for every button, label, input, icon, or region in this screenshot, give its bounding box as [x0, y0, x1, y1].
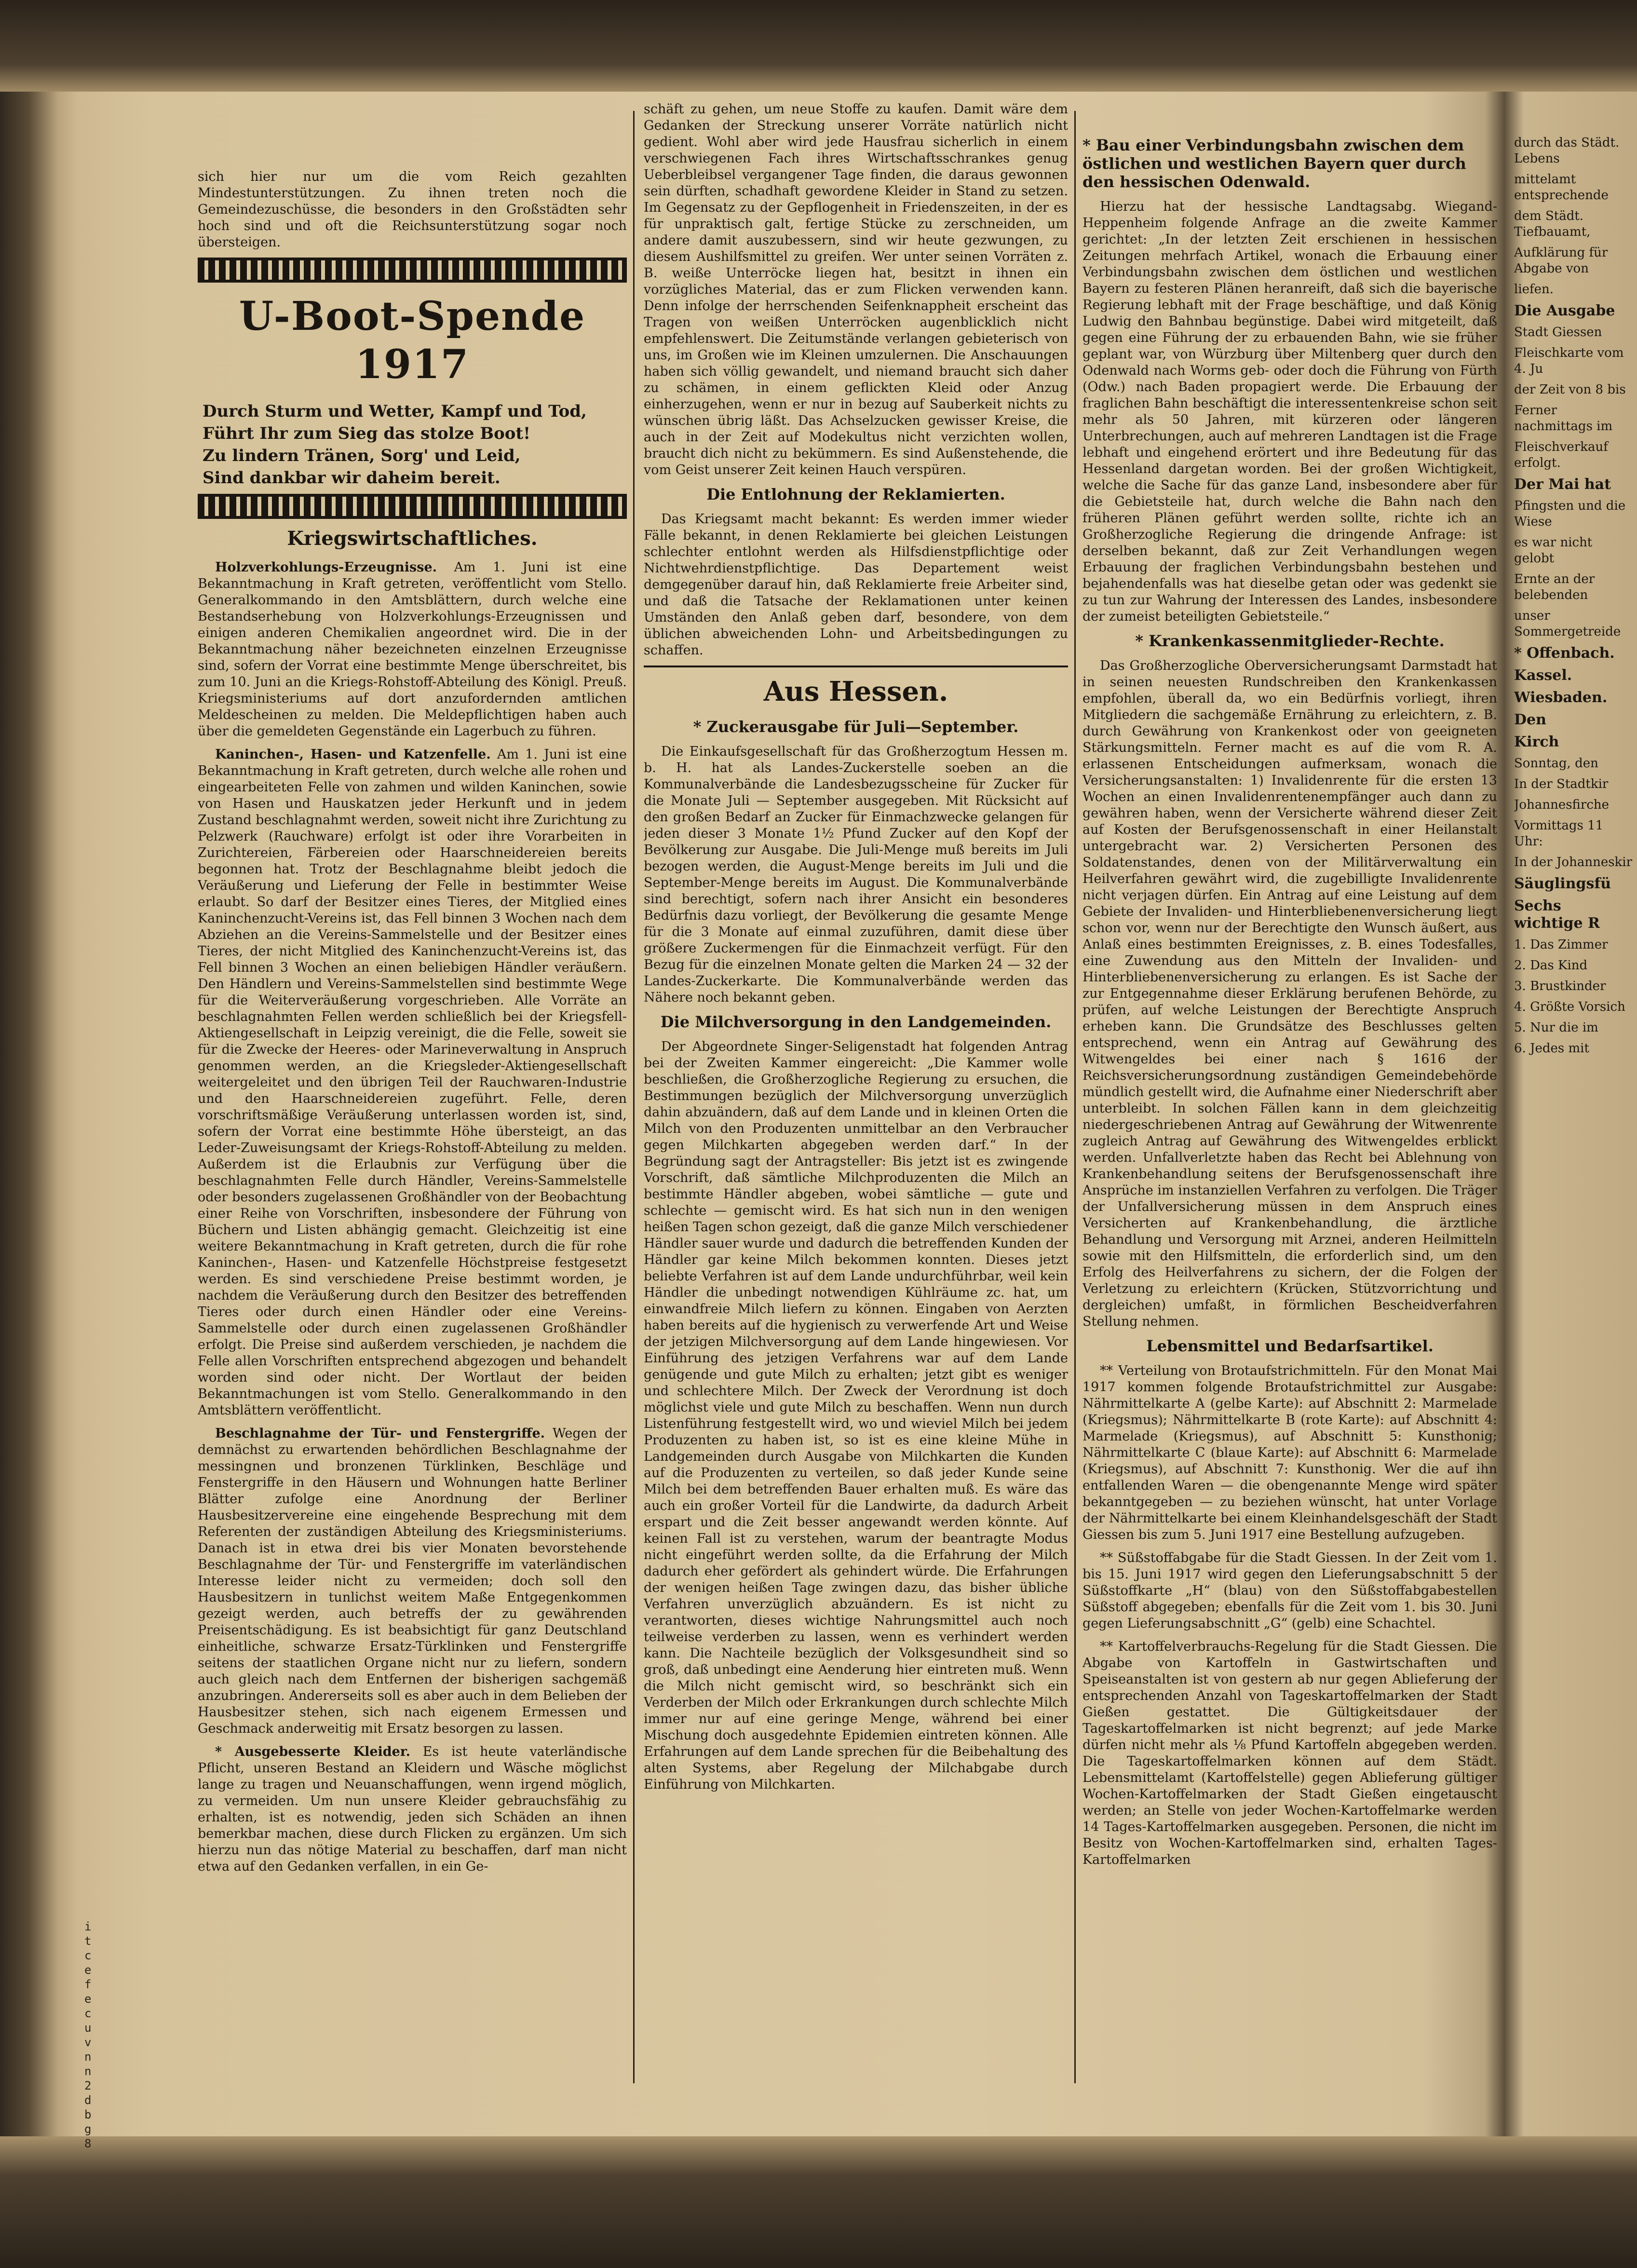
intro-paragraph: sich hier nur um die vom Reich gezahlten Mindestunterstützungen. Zu ihnen treten noch die Gemeindezuschüsse, die besonders in den Großstädten sehr hoch sind und oft die Reichsunterstützung sogar noch übersteigen.: [198, 169, 627, 250]
edge-line: Johannesfirche: [1514, 798, 1610, 812]
article-paragraph: Die Einkaufsgesellschaft für das Großherzogtum Hessen m. b. H. hat als Landes-Zuckerstelle soeben an die Kommunalverbände die Landesbezugsscheine für Zucker für die Monate Juli — September ausgegeben. Mit Rücksicht auf den großen Bedarf an Zucker für Einmachzwecke gelangen für jeden dieser 3 Monate 1½ Pfund Zucker auf den Kopf der Bevölkerung zur Ausgabe. Die Juli-Menge muß bereits im Juli bezogen werden, die August-Menge bereits im Juli und die September-Menge bereits im August. Die Kommunalverbände sind berechtigt, sofern nach ihrer Ansicht ein besonderes Bedürfnis dazu vorliegt, der Bevölkerung die gesamte Menge für die 3 Monate auf einmal zuzuführen, damit diese über größere Zuckermengen für die Einmachzeit verfügt. Für den Bezug für die einzelnen Monate gelten die Marken 24 — 32 der Landes-Zuckerkarte. Die Kommunalverbände werden das Nähere noch bekannt geben.: [644, 744, 1068, 1005]
edge-line: Die Ausgabe: [1514, 302, 1615, 319]
edge-line: 4. Größte Vorsich: [1514, 1000, 1625, 1014]
ornament-divider: [198, 494, 627, 519]
edge-line: der Zeit von 8 bis: [1514, 382, 1626, 397]
ornament-divider: [198, 258, 627, 283]
article-text: Am 1. Juni ist eine Bekanntmachung in Kraft getreten, veröffentlicht vom Stello. Generalkommando in den Amtsblättern, durch welche eine Bestandserhebung von Holzverkohlungs-Erzeugnissen und einigen anderen Chemikalien angeordnet wird. Die in der Bekanntmachung näher bezeichneten einzelnen Erzeugnisse sind, sofern der Vorrat eine bestimmte Menge überschreitet, bis zum 10. Juni an die Kriegs-Rohstoff-Abteilung des Königl. Preuß. Kriegsministeriums auf dort anzufordernden amtlichen Meldescheinen zu melden. Die Meldepflichtigen haben auch über die gemeldeten Gegenstände ein Lagerbuch zu führen.: [198, 560, 627, 739]
margin-strip: i t c e f e c u v n n 2 d b g 8: [84, 1920, 92, 2150]
article-paragraph: Das Kriegsamt macht bekannt: Es werden immer wieder Fälle bekannt, in denen Reklamierte bei gleichen Leistungen schlechter entlohnt werden als Hilfsdienstpflichtige oder Nichtwehrdienstpflichtige. Das Departement weist demgegenüber darauf hin, daß Reklamierte freie Arbeiter sind, und daß die Tatsache der Reklamationen unter keinen Umständen den Anlaß geben darf, besondere, von dem üblichen abweichenden Lohn- und Arbeitsbedingungen zu schaffen.: [644, 512, 1068, 658]
edge-line: Vormittags 11 Uhr:: [1514, 818, 1604, 849]
edge-line: In der Stadtkir: [1514, 777, 1609, 791]
edge-line: Den: [1514, 711, 1546, 728]
edge-line: Ferner nachmittags im: [1514, 403, 1613, 434]
edge-line: Aufklärung für Abgabe von: [1514, 245, 1608, 276]
article-paragraph: schäft zu gehen, um neue Stoffe zu kaufen. Damit wäre dem Gedanken der Streckung unserer Vorräte natürlich nicht gedient. Wohl aber wird jede Hausfrau sicherlich in einem verschwiegenen Fach ihres Wirtschaftsschrankes genug Ueberbleibsel vergangener Tage finden, die daraus gewonnen sein dürften, schadhaft gewordene Kleider in Stand zu setzen. Im Gegensatz zu der Gepflogenheit in Friedenszeiten, in der es für unpraktisch galt, fertige Stücke zu zerschneiden, um andere damit auszubessern, sind wir heute gezwungen, zu diesem Aushilfsmittel zu greifen. Wer unter seinen Vorräten z. B. weiße Unterröcke liegen hat, besitzt in ihnen ein vorzügliches Material, das er zum Flicken verwenden kann. Denn infolge der herrschenden Seifenknappheit erscheint das Tragen von weißen Unterröcken augenblicklich nicht empfehlenswert. Die Zeitumstände verlangen gebieterisch von uns, im Großen wie im Kleinen umzulernen. Die Anschauungen haben sich völlig gewandelt, und niemand braucht sich daher zu schämen, in einem geflickten Kleid oder Anzug einherzugehen, wenn er nur in bezug auf Sauberkeit nichts zu wünschen übrig läßt. Das Achselzucken gewisser Kreise, die auch in der Zeit auf Modekultus nicht verzichten wollen, braucht dich nicht zu bekümmern. Es sind Außenstehende, die vom Geist unserer Zeit keinen Hauch verspüren.: [644, 102, 1068, 477]
article-lead: Kaninchen-, Hasen- und Katzenfelle.: [215, 747, 491, 762]
edge-line: es war nicht gelobt: [1514, 535, 1593, 566]
article-text: Es ist heute vaterländische Pflicht, unseren Bestand an Kleidern und Wäsche möglichst lange zu tragen und Neuanschaffungen, wenn irgend möglich, zu vermeiden. Um nun unsere Kleider gebrauchsfähig zu erhalten, ist es notwendig, jeden sich Schäden an ihnen bemerkbar machen, diese durch Flicken zu ergänzen. Um sich hierzu nun das nötige Material zu beschaffen, darf man nicht etwa auf den Gedanken verfallen, in ein Ge-: [198, 1744, 627, 1874]
edge-line: mittelamt entsprechende: [1514, 172, 1609, 203]
edge-line: In der Johanneskir: [1514, 855, 1633, 869]
scan-top-edge: [0, 0, 1637, 92]
edge-line: 3. Brustkinder: [1514, 979, 1606, 993]
article-paragraph: ** Kartoffelverbrauchs-Regelung für die Stadt Giessen. Die Abgabe von Kartoffeln in Gastwirtschaften und Speiseanstalten ist von gestern ab nur gegen Ablieferung der entsprechenden Anzahl von Tageskartoffelmarken der Stadt Gießen gestattet. Die Gültigkeitsdauer der Tageskartoffelmarken ist nicht begrenzt; auf jede Marke dürfen nicht mehr als ⅛ Pfund Kartoffeln abgegeben werden. Die Tageskartoffelmarken können auf dem Städt. Lebensmittelamt (Kartoffelstelle) gegen Ablieferung gültiger Wochen-Kartoffelmarken der Stadt Gießen eingetauscht werden; an Stelle von jeder Wochen-Kartoffelmarke werden 14 Tages-Kartoffelmarken ausgegeben. Personen, die nicht im Besitz von Wochen-Kartoffelmarken sind, erhalten Tages-Kartoffelmarken: [1082, 1639, 1497, 1867]
edge-line: Fleischkarte vom 4. Ju: [1514, 346, 1624, 376]
article-lead: * Ausgebesserte Kleider.: [215, 1744, 410, 1759]
edge-line: dem Städt. Tiefbauamt,: [1514, 209, 1591, 239]
edge-line: 2. Das Kind: [1514, 958, 1588, 973]
article-text: Wegen der demnächst zu erwartenden behördlichen Beschlagnahme der messingnen und bronzenen Türklinken, Beschläge und Fenstergriffe in den Häusern und Wohnungen hatte Berliner Blätter zufolge eine Anordnung der Berliner Hausbesitzervereine eine eingehende Besprechung mit dem Referenten der zuständigen Abteilung des Kriegsministeriums. Danach ist in etwa drei bis vier Monaten bevorstehende Beschlagnahme der Tür- und Fenstergriffe im vaterländischen Interesse leider nicht zu vermeiden; doch soll den Hausbesitzern in tunlichst weitem Maße Entgegenkommen gezeigt werden, auch betreffs der zu gewährenden Preisentschädigung. Es ist beabsichtigt für ganz Deutschland einheitliche, schwarze Ersatz-Türklinken und Fenstergriffe seitens der staatlichen Organe nicht nur zu liefern, sondern auch gleich nach dem Entfernen der bisherigen sachgemäß anzubringen. Andererseits soll es aber auch in dem Belieben der Hausbesitzer stehen, sich nach eigenem Ermessen und Geschmack anderweitig mit Ersatz besorgen zu lassen.: [198, 1426, 627, 1736]
edge-line: liefen.: [1514, 282, 1554, 297]
edge-line: * Offenbach.: [1514, 645, 1615, 662]
article-paragraph: [198, 559, 627, 740]
article-paragraph: [198, 1426, 627, 1737]
section-title-hessen: Aus Hessen.: [763, 676, 948, 707]
edge-line: Wiesbaden.: [1514, 689, 1608, 706]
poem-line: Zu lindern Tränen, Sorg' und Leid,: [203, 446, 521, 465]
column-rule: [633, 111, 635, 2083]
headline-bahn: * Bau einer Verbindungsbahn zwischen dem östlichen und westlichen Bayern quer durch den hessischen Odenwald.: [1082, 136, 1466, 191]
section-title-kriegswirtschaft: Kriegswirtschaftliches.: [287, 527, 538, 550]
article-paragraph: ** Verteilung von Brotaufstrichmitteln. Für den Monat Mai 1917 kommen folgende Brotaufstrichmittel zur Ausgabe: Nährmittelkarte A (gelbe Karte): auf Abschnitt 2: Marmelade (Kriegsmus); Nährmittelkarte B (rote Karte): auf Abschnitt 4: Marmelade (Kriegsmus), auf Abschnitt 5: Kunsthonig; Nährmittelkarte C (blaue Karte): auf Abschnitt 6: Marmelade (Kriegsmus), auf Abschnitt 7: Kunsthonig. Wer die auf ihn entfallenden Waren — die obengenannte Menge wird später bekanntgegeben — zu beziehen wünscht, hat unter Vorlage der Nährmittelkarte bei einem Kleinhandelsgeschäft der Stadt Giessen bis zum 5. Juni 1917 eine Bestellung aufzugeben.: [1082, 1363, 1497, 1542]
edge-line: 5. Nur die im: [1514, 1020, 1598, 1035]
column-rule: [1074, 111, 1076, 2083]
edge-line: 6. Jedes mit: [1514, 1041, 1589, 1056]
edge-line: Stadt Giessen: [1514, 325, 1602, 340]
article-paragraph: [198, 747, 627, 1419]
edge-line: Säuglingsfü: [1514, 875, 1611, 892]
headline-kranken: * Krankenkassenmitglieder-Rechte.: [1135, 632, 1445, 650]
section-rule: [644, 665, 1068, 667]
edge-line: Der Mai hat: [1514, 476, 1611, 493]
edge-line: durch das Städt. Lebens: [1514, 136, 1620, 166]
scan-bottom-edge: [0, 2136, 1637, 2268]
headline-milch: Die Milchversorgung in den Landgemeinden.: [660, 1013, 1052, 1031]
edge-line: Sechs wichtige R: [1514, 897, 1600, 932]
edge-line: Kassel.: [1514, 667, 1572, 684]
article-paragraph: Der Abgeordnete Singer-Seligenstadt hat folgenden Antrag bei der Zweiten Kammer eingereicht: „Die Kammer wolle beschließen, die Großherzogliche Regierung zu ersuchen, die Bestimmungen bezüglich der Milchversorgung unverzüglich dahin abzuändern, daß auf dem Lande und in kleinen Orten die Milch von den Produzenten unmittelbar an den Verbraucher gegen Milchkarten abgegeben werden darf.“ In der Begründung sagt der Antragsteller: Bis jetzt ist es zwingende Vorschrift, daß sämtliche Milchproduzenten die Milch an bestimmte Händler abgeben, wobei sämtliche — gute und schlechte — gemischt wird. Es hat sich nun in den wenigen heißen Tagen schon gezeigt, daß die ganze Milch verschiedener Händler sauer wurde und dadurch die betreffenden Kunden der Händler gar keine Milch bekommen konnten. Dieses jetzt beliebte Verfahren ist auf dem Lande undurchführbar, weil kein Händler die unbedingt notwendigen Kühlräume zc. hat, um einwandfreie Milch liefern zu können. Eingaben von Aerzten haben bereits auf die hygienisch zu verwerfende Art und Weise der jetzigen Milchversorgung auf dem Lande hingewiesen. Vor Einführung des jetzigen Verfahrens war auf dem Lande genügende und gute Milch zu erhalten; jetzt gibt es weniger und schlechtere Milch. Der Zweck der Verordnung ist doch möglichst viele und gute Milch zu beschaffen. Wenn nun durch Listenführung festgestellt wird, wo und wieviel Milch bei jedem Produzenten zu haben ist, so ist es eine kleine Mühe in Landgemeinden durch Ausgabe von Milchkarten die Kunden auf die Produzenten zu verteilen, so daß jeder Kunde seine Milch bei dem betreffenden Bauer erhalten muß. Es wäre das auch ein großer Vorteil für die Landwirte, da dadurch Arbeit erspart und die Zeit besser angewandt werden könnte. Auf keinen Fall ist zu verstehen, warum der beantragte Modus nicht eingeführt werden sollte, da die Erfahrung der Milch dadurch eher gefördert als gehindert würde. Die Erfahrungen der wenigen heißen Tage zwingen dazu, das bisher übliche Verfahren unverzüglich abzuändern. Es ist nicht zu verantworten, dieses wichtige Nahrungsmittel auch noch teilweise verderben zu lassen, wenn es verhindert werden kann. Die Nachteile bezüglich der Volksgesundheit sind so groß, daß unbedingt eine Aenderung hier eintreten muß. Wenn die Milch nicht gemischt wird, so beschränkt sich ein Verderben der Milch oder Erkrankungen durch schlechte Milch immer nur auf eine geringe Menge, während bei einer Mischung doch ausgedehnte Epidemien eintreten können. Alle Erfahrungen auf dem Lande sprechen für die Beibehaltung des alten Systems, aber Regelung der Milchabgabe durch Einführung von Milchkarten.: [644, 1039, 1068, 1792]
edge-line: unser Sommergetreide: [1514, 609, 1621, 639]
uboot-poem: [203, 400, 627, 489]
column-2: [644, 101, 1068, 2083]
edge-line: Fleischverkauf erfolgt.: [1514, 440, 1608, 470]
article-lead: Beschlagnahme der Tür- und Fenstergriffe.: [215, 1426, 545, 1441]
poem-line: Sind dankbar wir daheim bereit.: [203, 468, 501, 488]
edge-line: Kirch: [1514, 733, 1559, 750]
article-paragraph: [198, 1744, 627, 1875]
edge-line: Sonntag, den: [1514, 756, 1598, 771]
uboot-title: U-Boot-Spende 1917: [239, 293, 586, 388]
article-paragraph: Das Großherzogliche Oberversicherungsamt Darmstadt hat in seinen neuesten Rundschreiben den Krankenkassen empfohlen, überall da, wo ein Bedürfnis vorliegt, ihren Mitgliedern die sachgemäße Ernährung zu erleichtern, z. B. durch Gewährung von Krankenkost oder von geeigneten Stärkungsmitteln. Ferner macht es auf die vom R. A. erlassenen Entscheidungen aufmerksam, wonach die Versicherungsanstalten: 1) Invalidenrente für die ersten 13 Wochen an einen Invalidenrentenempfänger auch dann zu gewähren haben, wenn der Versicherte während dieser Zeit auf Kosten der Berufsgenossenschaft in einer Heilanstalt untergebracht war. 2) Versicherten Personen des Soldatenstandes, denen von der Militärverwaltung ein Heilverfahren gewährt wird, die zugebilligte Invalidenrente nicht verjagen dürfen. Ein Antrag auf eine Leistung auf dem Gebiete der Invaliden- und Hinterbliebenenversicherung liegt schon vor, wenn nur der Berechtigte den Wunsch äußert, aus Anlaß eines bestimmten Ereignisses, z. B. eines Todesfalles, eine Zuwendung aus den Mitteln der Invaliden- und Hinterbliebenenversicherung zu erlangen. Es ist Sache der zur Entgegennahme dieser Erklärung berufenen Behörde, zu prüfen, auf welche Leistungen der Berechtigte Anspruch erheben kann. Die Grundsätze des Beschlusses gelten entsprechend, wenn ein Antrag auf Gewährung des Witwengeldes bei einer nach § 1616 der Reichsversicherungsordnung zuständigen Gemeindebehörde mündlich gestellt wird, die Aufnahme einer Niederschrift aber unterbleibt. In solchen Fällen kann in dem gleichzeitig niedergeschriebenen Antrag auf Gewährung der Witwenrente zugleich Antrag auf Gewährung des Witwengeldes erblickt werden. Unfallverletzte haben das Recht bei Ablehnung von Krankenbehandlung seitens der Berufsgenossenschaft ihre Ansprüche im instanziellen Verfahren zu verfolgen. Die Träger der Unfallversicherung müssen in dem Anspruch eines Versicherten auf Krankenbehandlung, die ärztliche Behandlung und Versorgung mit Arznei, anderen Heilmitteln sowie mit den Hilfsmitteln, die erforderlich sind, um den Erfolg des Heilverfahrens zu sichern, der die Folgen der Verletzung zu erleichtern (Krücken, Stützvorrichtung und dergleichen) umfaßt, in förmlichen Bescheidverfahren Stellung nehmen.: [1082, 658, 1497, 1329]
column-4-partial: [1514, 135, 1635, 1968]
article-paragraph: ** Süßstoffabgabe für die Stadt Giessen. In der Zeit vom 1. bis 15. Juni 1917 wird gegen den Lieferungsabschnitt 5 der Süßstoffkarte „H“ (blau) von den Süßstoffabgabestellen Süßstoff abgegeben; ebenfalls für die Zeit vom 1. bis 30. Juni gegen Lieferungsabschnitt „G“ (gelb) eine Schachtel.: [1082, 1550, 1497, 1631]
poem-line: Durch Sturm und Wetter, Kampf und Tod,: [203, 402, 587, 421]
headline-reklamierte: Die Entlohnung der Reklamierten.: [706, 485, 1005, 503]
column-1: [198, 169, 627, 2078]
article-paragraph: Hierzu hat der hessische Landtagsabg. Wiegand-Heppenheim folgende Anfrage an die zweite Kammer gerichtet: „In der letzten Zeit erschienen in hessischen Zeitungen mehrfach Artikel, wonach die Erbauung einer Verbindungsbahn zwischen dem östlichen und westlichen Bayern zu festeren Plänen heranreift, daß sich die bayerische Regierung lebhaft mit der Frage beschäftige, und daß König Ludwig den Bahnbau begünstige. Dabei wird mitgeteilt, daß gegen eine Führung der zu erbauenden Bahn, wie sie früher geplant war, von Würzburg über Miltenberg quer durch den Odenwald nach Worms geb- oder doch die Führung von Fürth (Odw.) nach Baden propagiert werde. Die Erbauung der fraglichen Bahn beschäftigt die interessentenkreise schon seit mehr als 50 Jahren, mit kürzeren oder längeren Unterbrechungen, auch auf mehreren Landtagen ist die Frage lebhaft und eingehend erörtert und ihre Bedeutung für das Hessenland dargetan worden. Bei der großen Wichtigkeit, welche die Sache für das ganze Land, insbesondere aber für die Gebietsteile hat, durch welche die Bahn nach den früheren Plänen geführt werden sollte, richte ich an Großherzogliche Regierung die dringende Anfrage: ist derselben bekannt, daß zur Zeit Verhandlungen wegen Erbauung der fraglichen Verbindungsbahn bestehen und bejahendenfalls was hat dieselbe getan oder was gedenkt sie zu tun zur Wahrung der Interessen des Landes, insbesondere der zumeist beteiligten Gebietsteile.“: [1082, 199, 1497, 624]
edge-line: 1. Das Zimmer: [1514, 937, 1608, 952]
article-lead: Holzverkohlungs-Erzeugnisse.: [215, 560, 437, 575]
article-text: Am 1. Juni ist eine Bekanntmachung in Kraft getreten, durch welche alle rohen und eingearbeiteten Felle von zahmen und wilden Kaninchen, sowie von Hasen und Hauskatzen jeder Herkunft und in jedem Zustand beschlagnahmt werden, soweit nicht ihre Zurichtung zu Pelzwerk (Rauchware) erfolgt ist oder ihre Vorarbeiten in Zurichtereien, Färbereien oder Haarschneidereien bereits begonnen hat. Trotz der Beschlagnahme bleibt jedoch die Veräußerung und Lieferung der Felle in bestimmter Weise erlaubt. So darf der Besitzer eines Tieres, der Mitglied eines Kaninchenzucht-Vereins ist, das Fell binnen 3 Wochen nach dem Abziehen an die Vereins-Sammelstelle und der Besitzer eines Tieres, der nicht Mitglied des Kaninchenzucht-Vereins ist, das Fell binnen 3 Wochen an einen beliebigen Händler veräußern. Den Händlern und Vereins-Sammelstellen sind bestimmte Wege für die Weiterveräußerung vorgeschrieben. Alle Vorräte an beschlagnahmten Fellen werden schließlich bei der Kriegsfell-Aktiengesellschaft in Leipzig vereinigt, die die Felle, soweit sie für die Zwecke der Heeres- oder Marineverwaltung in Anspruch genommen werden, an die Kriegsleder-Aktiengesellschaft weitergeleitet und den übrigen Teil der Rauchwaren-Industrie und den Haarschneidereien zugeführt. Felle, deren vorschriftsmäßige Veräußerung unterlassen worden ist, sind, sofern der Vorrat eine bestimmte Höhe übersteigt, an das Leder-Zuweisungsamt der Kriegs-Rohstoff-Abteilung zu melden. Außerdem ist die Erlaubnis zur Verfügung über die beschlagnahmten Felle durch Händler, Vereins-Sammelstelle oder besonders zugelassenen Großhändler von der Beobachtung einer Reihe von Vorschriften, insbesondere der Führung von Büchern und Listen abhängig gemacht. Gleichzeitig ist eine weitere Bekanntmachung in Kraft getreten, durch die für rohe Kaninchen-, Hasen- und Katzenfelle Höchstpreise festgesetzt werden. Es sind verschiedene Preise bestimmt worden, je nachdem die Veräußerung durch den Besitzer des betreffenden Tieres oder durch einen Händler oder eine Vereins-Sammelstelle oder durch einen zugelassenen Großhändler erfolgt. Die Preise sind außerdem verschieden, je nachdem die Felle allen Vorschriften entsprechend abgezogen und behandelt worden sind oder nicht. Der Wortlaut der beiden Bekanntmachungen ist vom Stello. Generalkommando in den Amtsblättern veröffentlicht.: [198, 747, 627, 1418]
headline-zucker: * Zuckerausgabe für Juli—September.: [693, 718, 1019, 736]
poem-line: Führt Ihr zum Sieg das stolze Boot!: [203, 424, 531, 443]
headline-lebensmittel: Lebensmittel und Bedarfsartikel.: [1146, 1337, 1434, 1355]
edge-line: Pfingsten und die Wiese: [1514, 499, 1626, 529]
edge-line: Ernte an der belebenden: [1514, 572, 1595, 602]
column-3: [1082, 130, 1497, 2083]
